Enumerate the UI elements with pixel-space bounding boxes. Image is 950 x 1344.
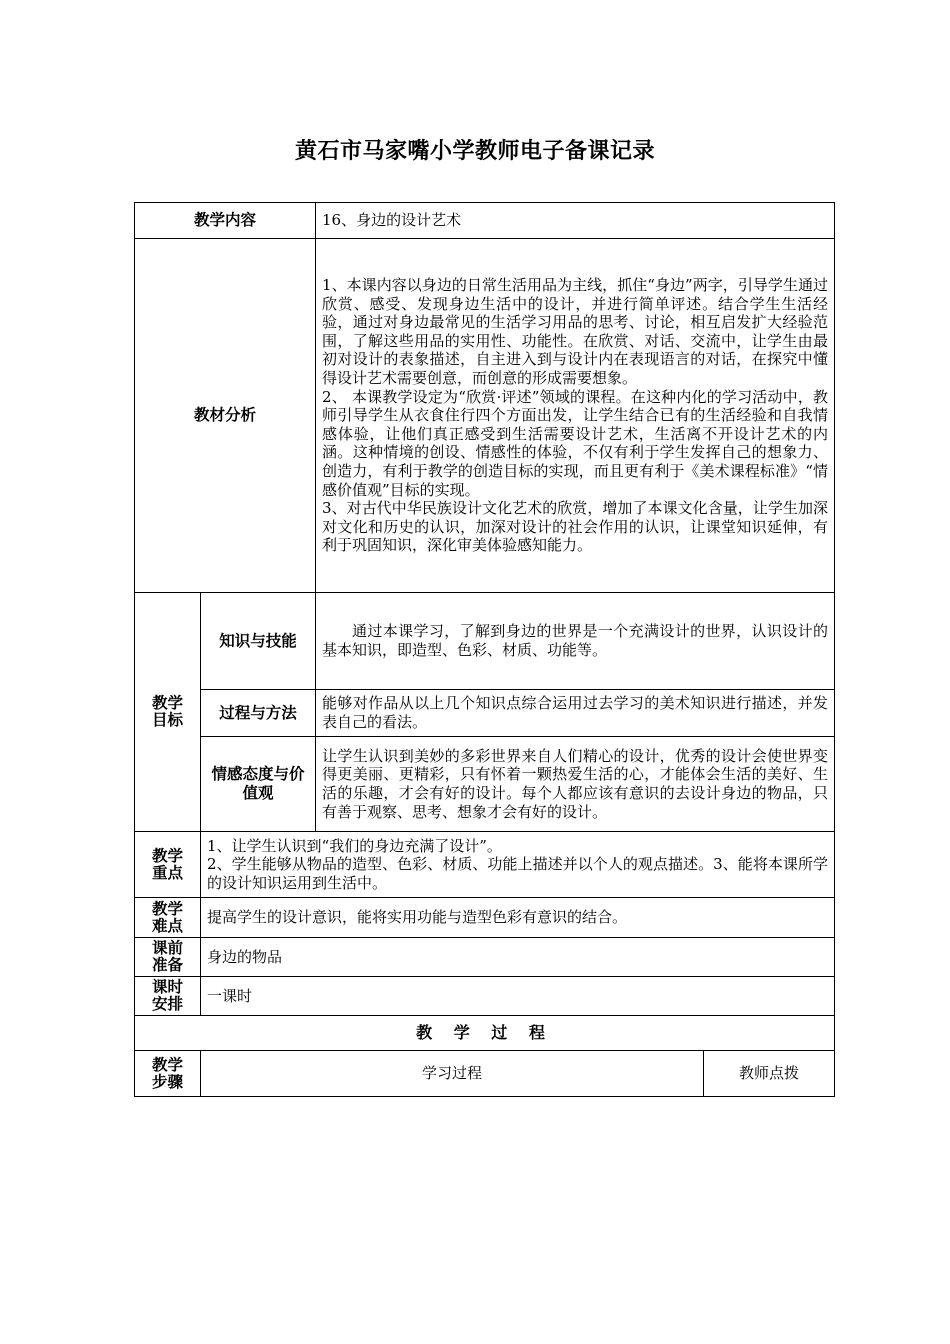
key-line-1: 1、让学生认识到“我们的身边充满了设计”。 — [207, 836, 502, 855]
schedule-text: 一课时 — [201, 977, 835, 1016]
page-title: 黄石市马家嘴小学教师电子备课记录 — [294, 139, 655, 164]
difficulty-label — [135, 898, 201, 938]
goals-label — [135, 593, 201, 832]
steps-label — [135, 1051, 201, 1097]
difficulty-label-text: 教学难点 — [151, 899, 183, 935]
lesson-plan-table — [134, 202, 835, 1097]
goal-knowledge-text: 通过本课学习，了解到身边的世界是一个充满设计的世界，认识设计的基本知识，即造型、色彩、材质、功能等。 — [316, 593, 835, 690]
analysis-paragraph-1: 1、本课内容以身边的日常生活用品为主线，抓住“身边”两字，引导学生通过欣赏、感受、发现身边生活中的设计，并进行简单评述。结合学生生活经验，通过对身边最常见的生活学习用品的思考、讨论，相互启发扩大经验范围，了解这些用品的实用性、功能性。在欣赏、对话、交流中，让学生由最初对设计的表象描述，自主进入到与设计内在表现语言的对话，在探究中懂得设计艺术需要创意，而创意的形成需要想象。 — [322, 276, 829, 388]
goal-process-text: 能够对作品从以上几个知识点综合运用过去学习的美术知识进行描述，并发表自己的看法。 — [316, 690, 835, 737]
row-prep — [135, 938, 835, 977]
analysis-paragraph-2: 2、 本课教学设定为“欣赏·评述”领域的课程。在这种内化的学习活动中，教师引导学生从衣食住行四个方面出发，让学生结合已有的生活经验和自我情感体验，让他们真正感受到生活需要设计艺术，生活离不开设计艺术的内涵。这种情境的创设、情感性的体验，不仅有利于学生发挥自己的想象力、创造力，有利于教学的创造目标的实现，而且更有利于《美术课程标准》“情感价值观”目标的实现。 — [322, 387, 829, 499]
key-label — [135, 832, 201, 898]
row-analysis — [135, 239, 835, 593]
schedule-label — [135, 977, 201, 1016]
analysis-paragraph-3: 3、对古代中华民族设计文化艺术的欣赏，增加了本课文化含量，让学生加深对文化和历史的认识，加深对设计的社会作用的认识，让课堂知识延伸，有利于巩固知识，深化审美体验感知能力。 — [322, 499, 829, 555]
steps-label-text: 教学步骤 — [151, 1055, 183, 1091]
process-heading: 教 学 过 程 — [135, 1016, 835, 1051]
content-value: 16、身边的设计艺术 — [316, 203, 835, 239]
steps-col-teacher: 教师点拨 — [704, 1051, 835, 1097]
key-text — [201, 832, 835, 898]
analysis-label: 教材分析 — [135, 239, 316, 593]
goal-emotion-label-text: 情感态度与价值观 — [211, 765, 305, 802]
row-key-points — [135, 832, 835, 898]
difficulty-text: 提高学生的设计意识，能将实用功能与造型色彩有意识的结合。 — [201, 898, 835, 938]
row-steps — [135, 1051, 835, 1097]
goal-emotion-label — [201, 737, 316, 832]
key-line-2: 2、学生能够从物品的造型、色彩、材质、功能上描述并以个人的观点描述。3、能将本课所学的设计知识运用到生活中。 — [207, 855, 829, 892]
prep-label-text: 课前准备 — [151, 939, 183, 974]
analysis-text — [316, 239, 835, 593]
content-label: 教学内容 — [135, 203, 316, 239]
goals-label-text: 教学目标 — [151, 694, 183, 729]
row-schedule — [135, 977, 835, 1016]
steps-col-learning: 学习过程 — [201, 1051, 704, 1097]
goal-process-label: 过程与方法 — [201, 690, 316, 737]
row-goal-emotion — [135, 737, 835, 832]
goal-knowledge-label: 知识与技能 — [201, 593, 316, 690]
schedule-label-text: 课时安排 — [151, 978, 183, 1013]
row-difficulty — [135, 898, 835, 938]
key-label-text: 教学重点 — [151, 846, 183, 882]
prep-text: 身边的物品 — [201, 938, 835, 977]
row-goal-process — [135, 690, 835, 737]
prep-label — [135, 938, 201, 977]
row-content — [135, 203, 835, 239]
row-goal-knowledge — [135, 593, 835, 690]
row-process-heading — [135, 1016, 835, 1051]
goal-emotion-text: 让学生认识到美妙的多彩世界来自人们精心的设计，优秀的设计会使世界变得更美丽、更精彩，只有怀着一颗热爱生活的心，才能体会生活的美好、生活的乐趣，才会有好的设计。每个人都应该有意识的去设计身边的物品，只有善于观察、思考、想象才会有好的设计。 — [316, 737, 835, 832]
